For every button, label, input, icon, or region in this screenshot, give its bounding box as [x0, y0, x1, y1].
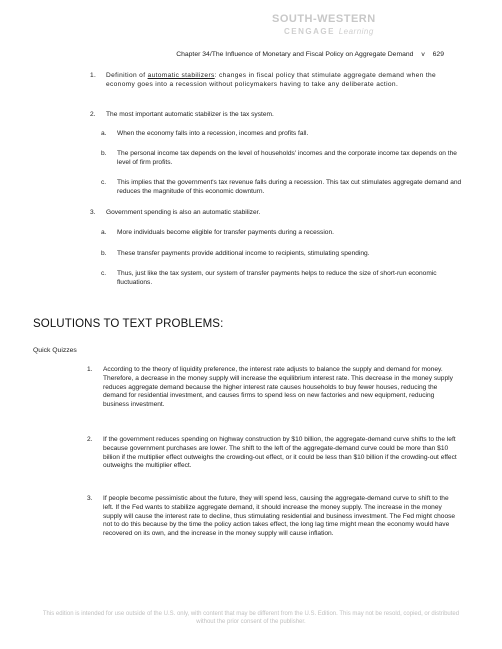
item-number: 3. [90, 209, 96, 216]
item-text: Government spending is also an automatic stabilizer. [106, 209, 261, 216]
logo-learning: Learning [338, 27, 374, 36]
running-header [176, 51, 444, 58]
item-text: Thus, just like the tax system, our system of transfer payments helps to reduce the size of short-run economic fluctuations. [117, 270, 437, 286]
copyright-footer: This edition is intended for use outside of the U.S. only, with content that may be different from the U.S. Edition. This may not be resold, copied, or distributed without the prior consent of the publisher. [42, 611, 460, 625]
item-text: If people become pessimistic about the future, they will spend less, causing the aggregate-demand curve to shift to the left. If the Fed wants to stabilize aggregate demand, it should increase the money supply. The increase in the money supply will cause the interest rate to decline, thus stimulating residential and business investment. The Fed might choose not to do this because by the time the policy action takes effect, the long lag time might mean the economy would have recovered on its own, and the increase in the money supply will cause inflation. [103, 495, 456, 538]
item-text: When the economy falls into a recession, incomes and profits fall. [117, 130, 309, 137]
item-number: 1. [87, 366, 93, 373]
item-number: 1. [90, 72, 97, 79]
item-text: The most important automatic stabilizer is the tax system. [106, 111, 274, 118]
publisher-logo [272, 13, 392, 47]
item-text: These transfer payments provide additional income to recipients, stimulating spending. [117, 250, 370, 257]
item-number: 2. [90, 111, 96, 118]
item-letter: b. [101, 250, 107, 257]
item-text: The personal income tax depends on the level of households' incomes and the corporate income tax depends on the level of firm profits. [117, 150, 457, 166]
outline-item-2c [101, 179, 467, 197]
header-separator: v [421, 51, 425, 58]
item-text-pre: Definition of [106, 72, 148, 79]
item-number: 3. [87, 495, 93, 502]
item-text-post: : changes in fiscal policy that stimulate aggregate demand when the economy goes into a recession without policymakers having to take any deliberate action. [106, 72, 437, 88]
chapter-title: Chapter 34/The Influence of Monetary and Fiscal Policy on Aggregate Demand [176, 51, 414, 58]
solution-item-3 [87, 495, 457, 539]
item-letter: b. [101, 150, 107, 157]
logo-line1: SOUTH-WESTERN [272, 13, 376, 25]
item-text [106, 72, 454, 90]
section-heading: SOLUTIONS TO TEXT PROBLEMS: [33, 318, 224, 330]
outline-item-2a [101, 130, 467, 139]
item-letter: a. [101, 130, 107, 137]
item-text: This implies that the government's tax revenue falls during a recession. This tax cut stimulates aggregate demand and reduces the magnitude of this economic downturn. [117, 179, 462, 195]
outline-item-3 [90, 209, 456, 218]
item-letter: c. [101, 179, 107, 186]
page-number: 629 [432, 51, 444, 58]
subsection-heading: Quick Quizzes [33, 347, 77, 354]
item-letter: c. [101, 270, 107, 277]
outline-item-3b [101, 250, 469, 259]
outline-item-2b [101, 150, 471, 168]
logo-line2 [284, 27, 374, 36]
outline-item-3a [101, 229, 467, 238]
outline-item-2 [90, 111, 456, 120]
logo-cengage: CENGAGE [284, 27, 335, 36]
item-number: 2. [87, 436, 93, 443]
solution-item-1 [87, 366, 457, 410]
outline-item-3c [101, 270, 467, 288]
item-text: More individuals become eligible for transfer payments during a recession. [117, 229, 334, 236]
outline-item-1 [90, 72, 454, 90]
item-text: According to the theory of liquidity preference, the interest rate adjusts to balance the supply and demand for money. Therefore, a decrease in the money supply will increase the equilibrium interest rate. This decrease in the money supply reduces aggregate demand because the higher interest rate causes households to buy fewer houses, reducing the demand for residential investment, and causes firms to spend less on new factories and new equipment, reducing business investment. [103, 366, 453, 409]
defined-term: automatic stabilizers [147, 72, 215, 79]
item-text: If the government reduces spending on highway construction by $10 billion, the aggregate-demand curve shifts to the left because government purchases are lower. The shift to the left of the aggregate-demand curve could be more than $10 billion if the multiplier effect outweighs the crowding-out effect, or it could be less than $10 billion if the crowding-out effect outweighs the multiplier effect. [103, 436, 457, 470]
item-letter: a. [101, 229, 107, 236]
solution-item-2 [87, 436, 457, 471]
